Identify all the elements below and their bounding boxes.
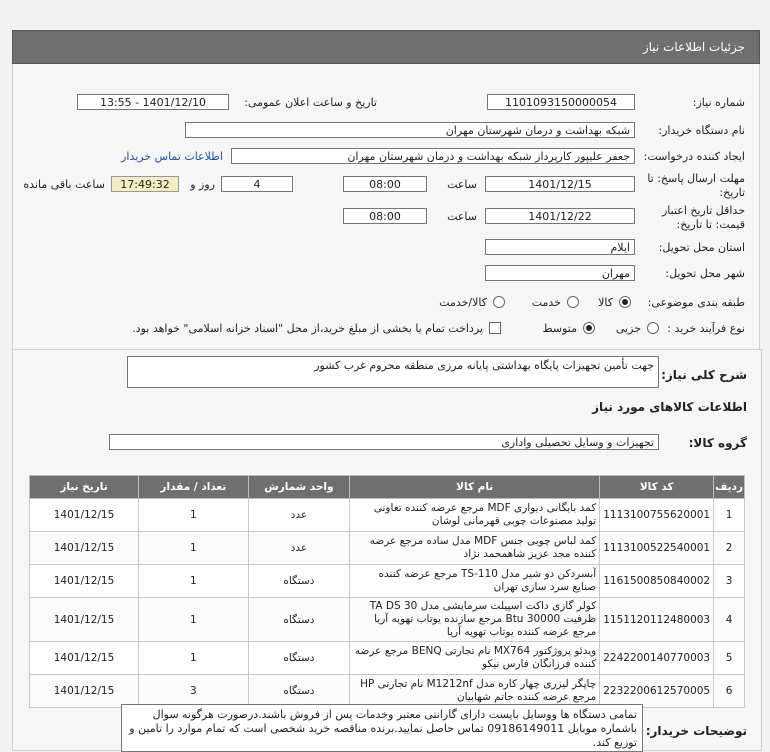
summary-label: شرح کلی نیاز: (661, 368, 747, 382)
col-code: کد کالا (600, 476, 714, 499)
cell-qty: 1 (139, 499, 249, 532)
summary-field: جهت تأمین تجهیزات پایگاه بهداشتی پایانه مرزی منطقه محروم غرب کشور (127, 356, 659, 388)
validity-time-label: ساعت (447, 210, 477, 223)
cell-unit: عدد (248, 532, 350, 565)
days-label: روز و (190, 178, 215, 191)
cell-date: 1401/12/15 (30, 499, 139, 532)
cell-date: 1401/12/15 (30, 598, 139, 642)
need-number-field: 1101093150000054 (487, 94, 635, 110)
details-panel (12, 64, 760, 365)
buyer-field: شبکه بهداشت و درمان شهرستان مهران (185, 122, 635, 138)
buyer-notes-label: توضیحات خریدار: (645, 724, 747, 738)
cell-row: 4 (714, 598, 745, 642)
table-header-row (30, 476, 745, 499)
process-option-medium: متوسط (542, 322, 577, 335)
validity-time-field: 08:00 (343, 208, 427, 224)
table-row (30, 532, 745, 565)
process-radio-minor[interactable] (647, 322, 659, 334)
goods-panel (12, 349, 762, 751)
need-number-label: شماره نیاز: (692, 96, 745, 109)
goods-table (29, 475, 745, 708)
category-option-service: خدمت (531, 296, 561, 309)
cell-unit: دستگاه (248, 565, 350, 598)
cell-name: چاپگر لیزری چهار کاره مدل M1212nf نام تجارتی HP مرجع عرضه کننده حاتم شهابیان (350, 675, 600, 708)
remaining-time-field: 17:49:32 (111, 176, 179, 192)
cell-name: ویدئو پروژکتور MX764 نام تجارتی BENQ مرجع عرضه کننده فرزانگان فارس نیکو (350, 642, 600, 675)
col-unit: واحد شمارش (248, 476, 350, 499)
category-radio-goods-service[interactable] (493, 296, 505, 308)
cell-row: 1 (714, 499, 745, 532)
province-field: ایلام (485, 239, 635, 255)
process-label: نوع فرآیند خرید : (667, 322, 745, 335)
cell-name: کولر گازی داکت اسپیلت سرمایشی مدل TA DS 30 ظرفیت 30000 Btu مرجع سازنده یوتاب تهویه آریا مرجع عرضه کننده یوتاب تهویه آریا (350, 598, 600, 642)
cell-row: 6 (714, 675, 745, 708)
cell-row: 5 (714, 642, 745, 675)
cell-qty: 1 (139, 598, 249, 642)
category-option-goods: کالا (598, 296, 613, 309)
deadline-label-2: تاریخ: (719, 186, 745, 199)
table-row (30, 565, 745, 598)
category-radio-goods[interactable] (619, 296, 631, 308)
cell-row: 3 (714, 565, 745, 598)
deadline-time-field: 08:00 (343, 176, 427, 192)
col-date: تاریخ نیاز (30, 476, 139, 499)
cell-qty: 1 (139, 565, 249, 598)
cell-name: کمد لباس چوبی جنس MDF مدل ساده مرجع عرضه کننده مجد عزیز شاهمحمد نژاد (350, 532, 600, 565)
deadline-label: مهلت ارسال پاسخ: تا (647, 172, 745, 185)
creator-field: جعفر علیپور کارپرداز شبکه بهداشت و درمان شهرستان مهران (231, 148, 635, 164)
category-radio-service[interactable] (567, 296, 579, 308)
cell-qty: 1 (139, 642, 249, 675)
header-title: جزئیات اطلاعات نیاز (642, 40, 745, 54)
announce-label: تاریخ و ساعت اعلان عمومی: (244, 96, 377, 109)
table-row (30, 598, 745, 642)
col-row: ردیف (714, 476, 745, 499)
validity-label: حداقل تاریخ اعتبار (661, 204, 745, 217)
announce-field: 1401/12/10 - 13:55 (77, 94, 229, 110)
creator-label: ایجاد کننده درخواست: (643, 150, 745, 163)
cell-code: 2232200612570005 (600, 675, 714, 708)
city-field: مهران (485, 265, 635, 281)
treasury-note: پرداخت تمام یا بخشی از مبلغ خرید،از محل "اسناد خزانه اسلامی" خواهد بود. (132, 322, 483, 335)
category-option-goods-service: کالا/خدمت (439, 296, 487, 309)
process-radio-medium[interactable] (583, 322, 595, 334)
city-label: شهر محل تحویل: (665, 267, 745, 280)
table-row (30, 675, 745, 708)
treasury-checkbox[interactable] (489, 322, 501, 334)
cell-code: 2242200140770003 (600, 642, 714, 675)
goods-info-title: اطلاعات کالاهای مورد نیاز (592, 400, 747, 414)
col-name: نام کالا (350, 476, 600, 499)
buyer-notes-field: تمامی دستگاه ها ووسایل بایست دارای گارانتی معتبر وخدمات پس از فروش باشند.درصورت هرگونه سوال باشماره موبایل 09186149011 تماس حاصل نمایید.برنده مناقصه خرید شخصی است که تمام موارد را تامین و توزیع کند. (121, 704, 643, 752)
goods-group-field: تجهیزات و وسایل تحصیلی واداری (109, 434, 659, 450)
cell-name: آبسردکن دو شیر مدل TS-110 مرجع عرضه کننده صنایع سرد سازی تهران (350, 565, 600, 598)
cell-date: 1401/12/15 (30, 565, 139, 598)
table-row (30, 642, 745, 675)
province-label: استان محل تحویل: (658, 241, 745, 254)
cell-code: 1161500850840002 (600, 565, 714, 598)
cell-code: 1113100755620001 (600, 499, 714, 532)
buyer-label: نام دستگاه خریدار: (658, 124, 745, 137)
cell-date: 1401/12/15 (30, 675, 139, 708)
goods-group-label: گروه کالا: (688, 436, 747, 450)
cell-date: 1401/12/15 (30, 532, 139, 565)
deadline-time-label: ساعت (447, 178, 477, 191)
validity-date-field: 1401/12/22 (485, 208, 635, 224)
table-row (30, 499, 745, 532)
cell-unit: دستگاه (248, 642, 350, 675)
cell-qty: 3 (139, 675, 249, 708)
cell-row: 2 (714, 532, 745, 565)
cell-unit: دستگاه (248, 598, 350, 642)
page-wrapper (12, 30, 760, 365)
header-bar (12, 30, 760, 64)
validity-label-2: قیمت: تا تاریخ: (676, 218, 745, 231)
cell-qty: 1 (139, 532, 249, 565)
remaining-label: ساعت باقی مانده (23, 178, 105, 191)
cell-code: 1113100522540001 (600, 532, 714, 565)
process-option-minor: جزیی (615, 322, 641, 335)
cell-name: کمد بایگانی دیواری MDF مرجع عرضه کننده تعاونی تولید مصنوعات چوبی قهرمانی لوشان (350, 499, 600, 532)
col-qty: تعداد / مقدار (139, 476, 249, 499)
cell-code: 1151120112480003 (600, 598, 714, 642)
deadline-date-field: 1401/12/15 (485, 176, 635, 192)
contact-buyer-link[interactable]: اطلاعات تماس خریدار (121, 150, 223, 163)
cell-date: 1401/12/15 (30, 642, 139, 675)
category-label: طبقه بندی موضوعی: (647, 296, 745, 309)
days-field: 4 (221, 176, 293, 192)
cell-unit: عدد (248, 499, 350, 532)
cell-unit: دستگاه (248, 675, 350, 708)
